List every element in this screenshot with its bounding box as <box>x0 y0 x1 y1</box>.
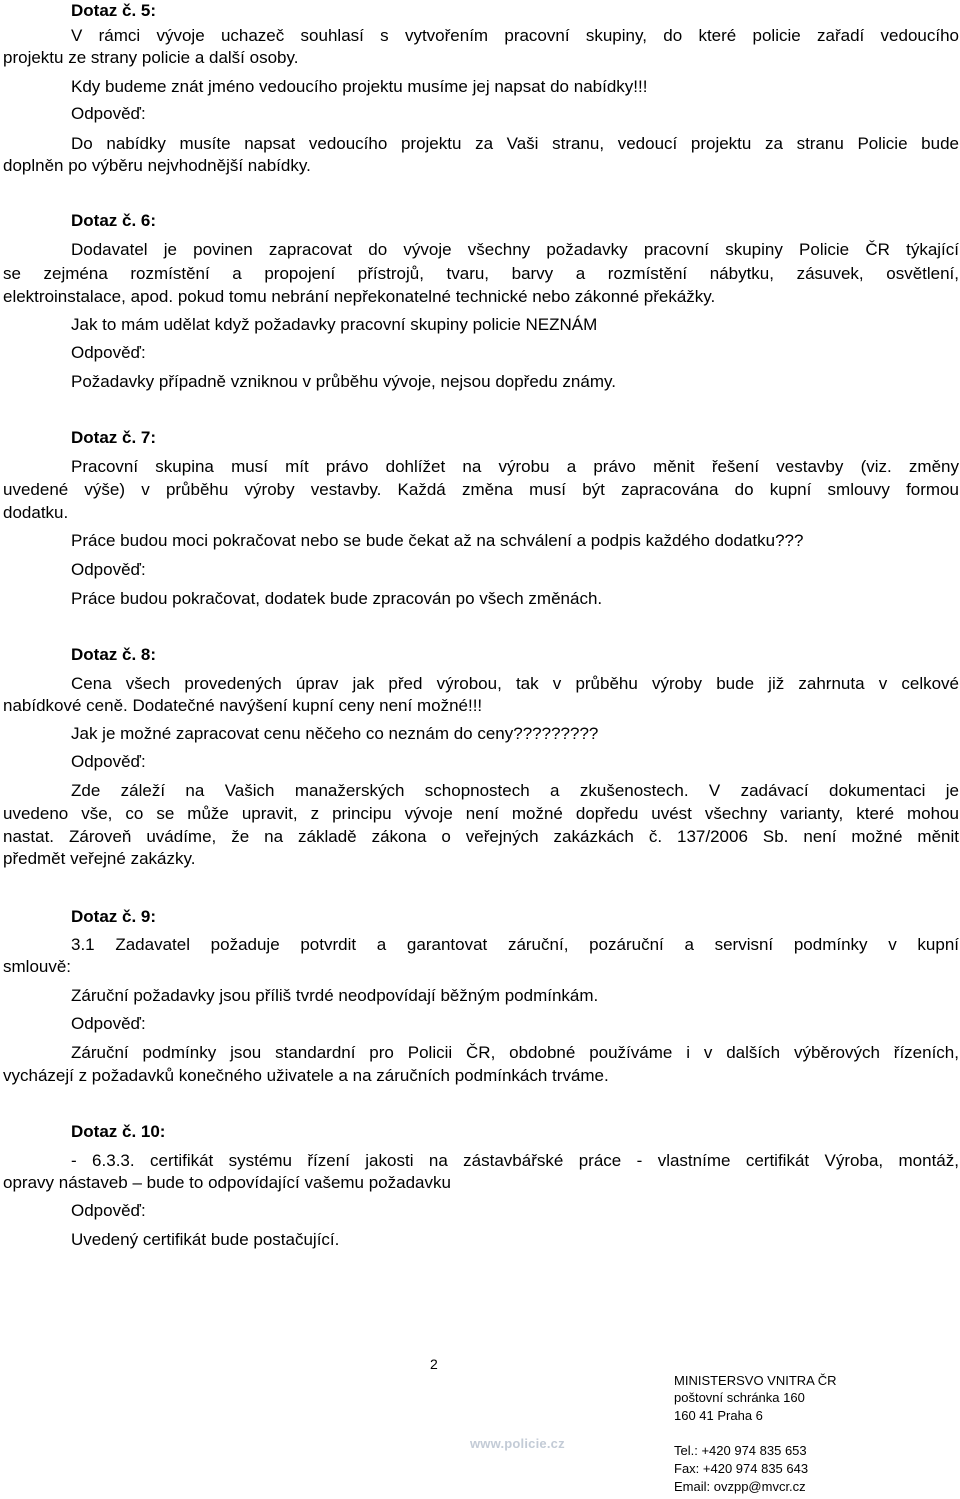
footer-po-box: poštovní schránka 160 <box>674 1390 805 1405</box>
question-10-heading: Dotaz č. 10: <box>71 1122 166 1141</box>
question-5-answer: Do nabídky musíte napsat vedoucího projektu za Vaši stranu, vedoucí projektu za stranu Policie bude <box>71 134 959 153</box>
answer-label: Odpověď: <box>71 1014 146 1033</box>
question-6-text: Dodavatel je povinen zapracovat do vývoje všechny požadavky pracovní skupiny Policie ČR týkající <box>71 240 959 259</box>
footer-tel: Tel.: +420 974 835 653 <box>674 1443 807 1458</box>
question-9-text: 3.1 Zadavatel požaduje potvrdit a garantovat záruční, pozáruční a servisní podmínky v kupní <box>71 935 959 954</box>
question-6-answer: Požadavky případně vzniknou v průběhu vývoje, nejsou dopředu známy. <box>71 372 616 391</box>
footer-email: Email: ovzpp@mvcr.cz <box>674 1479 806 1494</box>
question-6-text: elektroinstalace, apod. pokud tomu nebrání nepřekonatelné technické nebo zákonné překážky. <box>3 287 716 306</box>
question-7-heading: Dotaz č. 7: <box>71 428 157 447</box>
question-9-objection: Záruční požadavky jsou příliš tvrdé neodpovídají běžným podmínkám. <box>71 986 599 1005</box>
footer-fax: Fax: +420 974 835 643 <box>674 1461 809 1476</box>
question-10-answer: Uvedený certifikát bude postačující. <box>71 1230 340 1249</box>
policie-watermark-logo: www.policie.cz <box>470 1436 565 1451</box>
question-10-text: opravy nástaveb – bude to odpovídající vašemu požadavku <box>3 1173 451 1192</box>
answer-label: Odpověď: <box>71 560 146 579</box>
answer-label: Odpověď: <box>71 343 146 362</box>
question-5-answer: doplněn po výběru nejvhodnější nabídky. <box>3 156 311 175</box>
question-8-text: nabídkové ceně. Dodatečné navýšení kupní ceny není možné!!! <box>3 696 483 715</box>
question-5-heading: Dotaz č. 5: <box>71 1 157 20</box>
answer-label: Odpověď: <box>71 752 146 771</box>
question-9-answer: vycházejí z požadavků konečného uživatele a na záručních podmínkách trváme. <box>3 1066 609 1085</box>
question-6-heading: Dotaz č. 6: <box>71 211 157 230</box>
question-7-objection: Práce budou moci pokračovat nebo se bude čekat až na schválení a podpis každého dodatku??? <box>71 531 804 550</box>
page-number: 2 <box>430 1356 438 1372</box>
question-9-heading: Dotaz č. 9: <box>71 907 157 926</box>
question-7-text: uvedené výše) v průběhu výroby vestavby. Každá změna musí být zapracována do kupní smlouvy formou <box>3 480 959 499</box>
question-6-objection: Jak to mám udělat když požadavky pracovní skupiny policie NEZNÁM <box>71 315 598 334</box>
question-8-objection: Jak je možné zapracovat cenu něčeho co neznám do ceny????????? <box>71 724 599 743</box>
question-9-text: smlouvě: <box>3 957 72 976</box>
question-5-text: projektu ze strany policie a další osoby. <box>3 48 299 67</box>
question-10-text: - 6.3.3. certifikát systému řízení jakosti na zástavbářské práce - vlastníme certifikát Výroba, montáž, <box>71 1151 959 1170</box>
question-6-text: se zejména rozmístění a propojení přístrojů, tvaru, barvy a rozmístění nábytku, zásuvek, osvětlení, <box>3 264 959 283</box>
footer-city: 160 41 Praha 6 <box>674 1408 763 1423</box>
question-8-heading: Dotaz č. 8: <box>71 645 157 664</box>
question-8-answer: předmět veřejné zakázky. <box>3 849 196 868</box>
question-8-answer: uvedeno vše, co se může upravit, z principu vývoje není možné dopředu uvést všechny varianty, které mohou <box>3 804 959 823</box>
question-8-answer: Zde záleží na Vašich manažerských schopnostech a zkušenostech. V zadávací dokumentaci je <box>71 781 959 800</box>
question-5-text: V rámci vývoje uchazeč souhlasí s vytvořením pracovní skupiny, do které policie zařadí vedoucího <box>71 26 959 45</box>
question-8-answer: nastat. Zároveň uvádíme, že na základě zákona o veřejných zakázkách č. 137/2006 Sb. není možné měnit <box>3 827 959 846</box>
question-9-answer: Záruční podmínky jsou standardní pro Policii ČR, obdobné používáme i v dalších výběrových řízeních, <box>71 1043 959 1062</box>
answer-label: Odpověď: <box>71 104 146 123</box>
question-8-text: Cena všech provedených úprav jak před výrobou, tak v průběhu výroby bude již zahrnuta v celkové <box>71 674 959 693</box>
question-7-answer: Práce budou pokračovat, dodatek bude zpracován po všech změnách. <box>71 589 603 608</box>
question-7-text: dodatku. <box>3 503 69 522</box>
answer-label: Odpověď: <box>71 1201 146 1220</box>
question-7-text: Pracovní skupina musí mít právo dohlížet na výrobu a právo měnit řešení vestavby (viz. změny <box>71 457 959 476</box>
footer-org-name: MINISTERSVO VNITRA ČR <box>674 1373 837 1388</box>
question-5-objection: Kdy budeme znát jméno vedoucího projektu musíme jej napsat do nabídky!!! <box>71 77 648 96</box>
